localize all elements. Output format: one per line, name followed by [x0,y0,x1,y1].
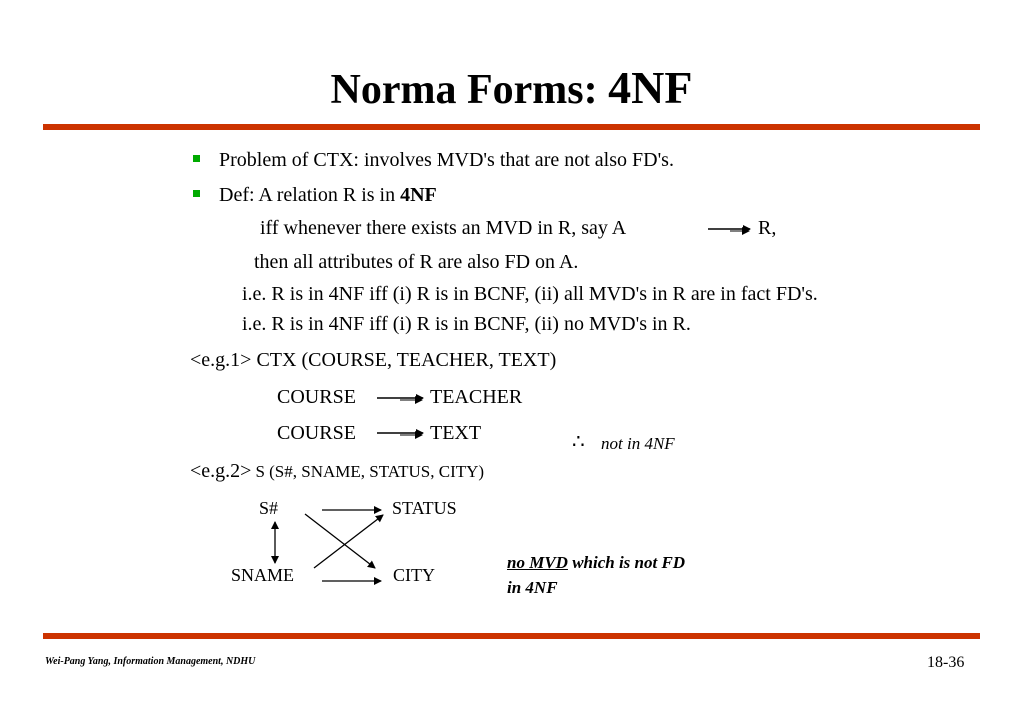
example-1-label: <e.g.1> [190,349,252,371]
bullet-problem: Problem of CTX: involves MVD's that are not also FD's. [219,149,674,171]
not-in-4nf-note: not in 4NF [601,434,675,453]
title-emphasis: 4NF [608,62,693,113]
definition-4nf: 4NF [400,184,437,206]
example-1-relation: CTX (COURSE, TEACHER, TEXT) [256,349,557,371]
node-status: STATUS [392,498,457,518]
page-number: 18-36 [927,654,965,671]
bottom-divider [43,633,980,639]
iff-line-left: iff whenever there exists an MVD in R, say A [260,217,627,239]
ie-line-1: i.e. R is in 4NF iff (i) R is in BCNF, (ii) all MVD's in R are in fact FD's. [242,283,818,305]
s-to-city-arrow-icon [305,514,375,568]
example-2-relation: S (S#, SNAME, STATUS, CITY) [255,462,485,481]
definition-text: Def: A relation R is in [219,184,401,206]
mvd1-right: TEACHER [430,386,523,408]
iff-line-right: R, [758,217,777,239]
footer-author: Wei-Pang Yang, Information Management, NDHU [45,656,256,667]
mvd2-left: COURSE [277,422,356,444]
no-mvd-text: no MVD [507,553,568,572]
sname-to-status-arrow-icon [314,515,383,568]
example-2-label: <e.g.2> [190,460,252,482]
then-line: then all attributes of R are also FD on A. [254,251,579,273]
node-s-number: S# [259,498,279,518]
mvd1-left: COURSE [277,386,356,408]
therefore-symbol: ∴ [572,431,585,453]
ie-line-2: i.e. R is in 4NF iff (i) R is in BCNF, (ii) no MVD's in R. [242,313,691,335]
mvd2-right: TEXT [430,422,482,444]
node-city: CITY [393,565,435,585]
eg2-note-line-2: in 4NF [507,578,558,597]
node-sname: SNAME [231,565,295,585]
title-prefix: Norma Forms: [330,67,609,113]
not-fd-text: which is not FD [567,553,686,572]
